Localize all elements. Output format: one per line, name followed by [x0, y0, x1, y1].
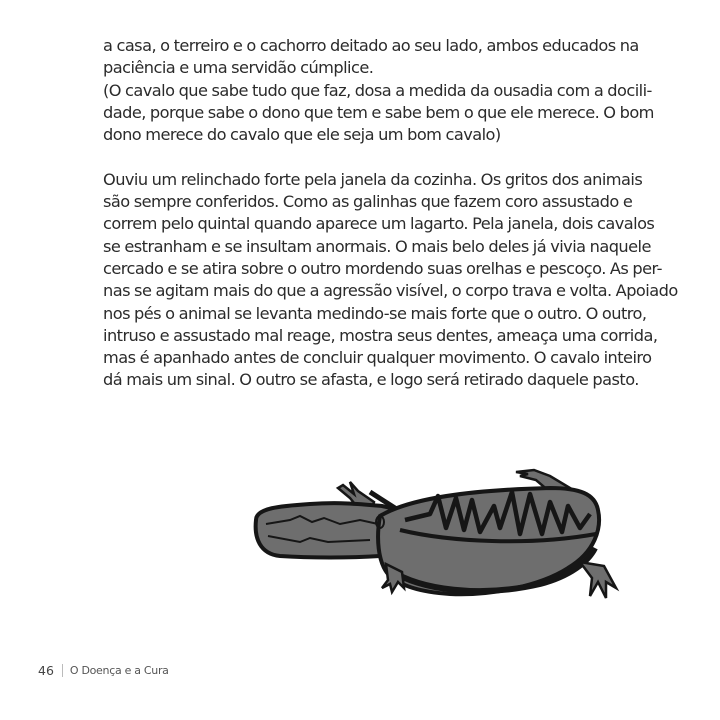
paragraph-1: [103, 35, 673, 146]
paragraph-2: [103, 169, 678, 392]
body-text: [103, 35, 678, 392]
text-line: (O cavalo que sabe tudo que faz, dosa a medida da ousadia com a docili-: [103, 80, 652, 100]
lizard-illustration: [250, 458, 620, 608]
book-title: O Doença e a Cura: [69, 664, 169, 677]
text-line: dá mais um sinal. O outro se afasta, e logo será retirado daquele pasto.: [103, 370, 639, 390]
lizard-drawing-icon: [250, 458, 620, 608]
text-line: dono merece do cavalo que ele seja um bom cavalo): [103, 125, 501, 145]
text-line: a casa, o terreiro e o cachorro deitado ao seu lado, ambos educados na: [103, 36, 639, 55]
page-footer: [38, 663, 169, 678]
text-line: cercado e se atira sobre o outro mordendo suas orelhas e pescoço. As per-: [103, 258, 662, 278]
text-line: são sempre conferidos. Como as galinhas que fazem coro assustado e: [103, 192, 633, 212]
text-line: Ouviu um relinchado forte pela janela da cozinha. Os gritos dos animais: [103, 169, 643, 189]
text-line: intruso e assustado mal reage, mostra seus dentes, ameaça uma corrida,: [103, 325, 658, 345]
paragraph-gap: [103, 146, 673, 168]
text-line: paciência e uma servidão cúmplice.: [103, 58, 374, 78]
text-line: nos pés o animal se levanta medindo-se mais forte que o outro. O outro,: [103, 303, 647, 323]
text-line: dade, porque sabe o dono que tem e sabe bem o que ele merece. O bom: [103, 102, 654, 122]
page-number: 46: [38, 663, 54, 678]
text-line: se estranham e se insultam anormais. O mais belo deles já vivia naquele: [103, 236, 651, 256]
text-line: correm pelo quintal quando aparece um lagarto. Pela janela, dois cavalos: [103, 214, 655, 234]
text-line: nas se agitam mais do que a agressão visível, o corpo trava e volta. Apoiado: [103, 281, 678, 301]
text-line: mas é apanhado antes de concluir qualquer movimento. O cavalo inteiro: [103, 348, 652, 368]
footer-divider: [62, 664, 63, 677]
